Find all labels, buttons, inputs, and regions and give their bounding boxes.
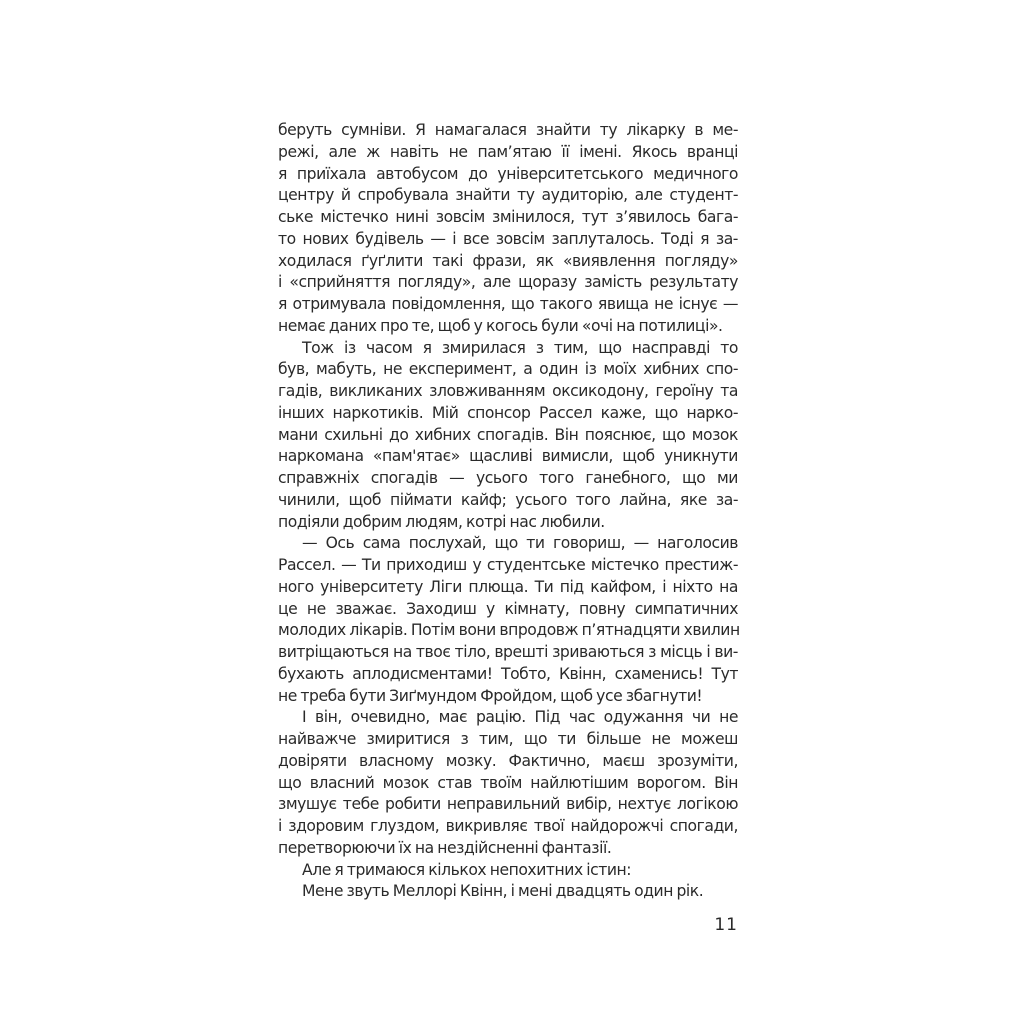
text-line: беруть сумніви. Я намагалася знайти ту лікарку в ме- xyxy=(278,121,738,139)
text-line: то нових будівель — і все зовсім заплуталось. Тоді я за- xyxy=(278,229,738,248)
text-line: ходилася ґуґлити такі фрази, як «виявлення погляду» xyxy=(278,251,738,270)
text-line: ське містечко нині зовсім змінилося, тут з’явилось бага- xyxy=(278,208,738,226)
text-line: чинили, щоб піймати кайф; усього того лайна, яке за- xyxy=(278,490,738,509)
text-line: — Ось сама послухай, що ти говориш, — наголосив xyxy=(302,534,738,553)
text-line: справжніх спогадів — усього того ганебного, що ми xyxy=(278,469,738,487)
text-line: був, мабуть, не експеримент, а один із моїх хибних спо- xyxy=(278,360,738,379)
text-line: найважче змиритися з тим, що ти більше не можеш xyxy=(278,730,738,748)
paragraph-1 xyxy=(278,120,738,338)
text-line: довіряти власному мозку. Фактично, маєш зрозуміти, xyxy=(278,751,738,770)
text-line: я отримувала повідомлення, що такого явища не існує — xyxy=(278,295,738,313)
paragraph-3 xyxy=(278,533,738,707)
paragraph-5 xyxy=(278,860,738,882)
text-line: не треба бути Зиґмундом Фройдом, щоб усе збагнути! xyxy=(278,686,703,705)
text-line: і здоровим глуздом, викривляє твої найдорожчі спогади, xyxy=(278,817,738,835)
paragraph-2 xyxy=(278,338,738,534)
text-line: гадів, викликаних зловживанням оксикодону, героїну та xyxy=(278,382,738,400)
text-line: Рассел. — Ти приходиш у студентське містечко престиж- xyxy=(278,556,738,574)
text-line: немає даних про те, щоб у когось були «очі на потилиці». xyxy=(278,316,723,335)
body-text xyxy=(278,120,738,903)
text-line: Мене звуть Меллорі Квінн, і мені двадцять один рік. xyxy=(302,882,704,901)
text-line: Але я тримаюся кількох непохитних істин: xyxy=(302,860,632,879)
text-line: наркомана «пам'ятає» щасливі вимисли, щоб уникнути xyxy=(278,447,738,466)
text-line: змушує тебе робити неправильний вибір, нехтує логікою xyxy=(278,795,738,814)
text-line: бухають аплодисментами! Тобто, Квінн, схаменись! Тут xyxy=(278,664,738,683)
text-line: і «сприйняття погляду», але щоразу замість результату xyxy=(278,273,738,292)
text-line: Тож із часом я змирилася з тим, що насправді то xyxy=(302,338,738,357)
text-line: режі, але ж навіть не пам’ятаю її імені. Якось вранці xyxy=(278,142,738,161)
text-line: центру й спробувала знайти ту аудиторію, але студент- xyxy=(278,186,738,205)
text-line: перетворюючи їх на нездійсненні фантазії. xyxy=(278,838,612,857)
text-line: що власний мозок став твоїм найлютішим ворогом. Він xyxy=(278,773,738,792)
text-line: ного університету Ліги плюща. Ти під кайфом, і ніхто на xyxy=(278,577,738,596)
text-line: І він, очевидно, має рацію. Під час одужання чи не xyxy=(302,708,738,727)
paragraph-4 xyxy=(278,707,738,859)
text-line: я приїхала автобусом до університетського медичного xyxy=(278,164,738,183)
text-line: це не зважає. Заходиш у кімнату, повну симпатичних xyxy=(278,599,738,618)
text-line: подіяли добрим людям, котрі нас любили. xyxy=(278,512,605,531)
page-number: 11 xyxy=(714,915,738,935)
text-line: інших наркотиків. Мій спонсор Рассел каже, що нарко- xyxy=(278,403,738,422)
text-line: мани схильні до хибних спогадів. Він пояснює, що мозок xyxy=(278,425,738,444)
text-line: витріщаються на твоє тіло, врешті зриваються з місць і ви- xyxy=(278,643,738,661)
text-line: молодих лікарів. Потім вони впродовж п’ятнадцяти хвилин xyxy=(278,621,740,640)
paragraph-6 xyxy=(278,881,738,903)
